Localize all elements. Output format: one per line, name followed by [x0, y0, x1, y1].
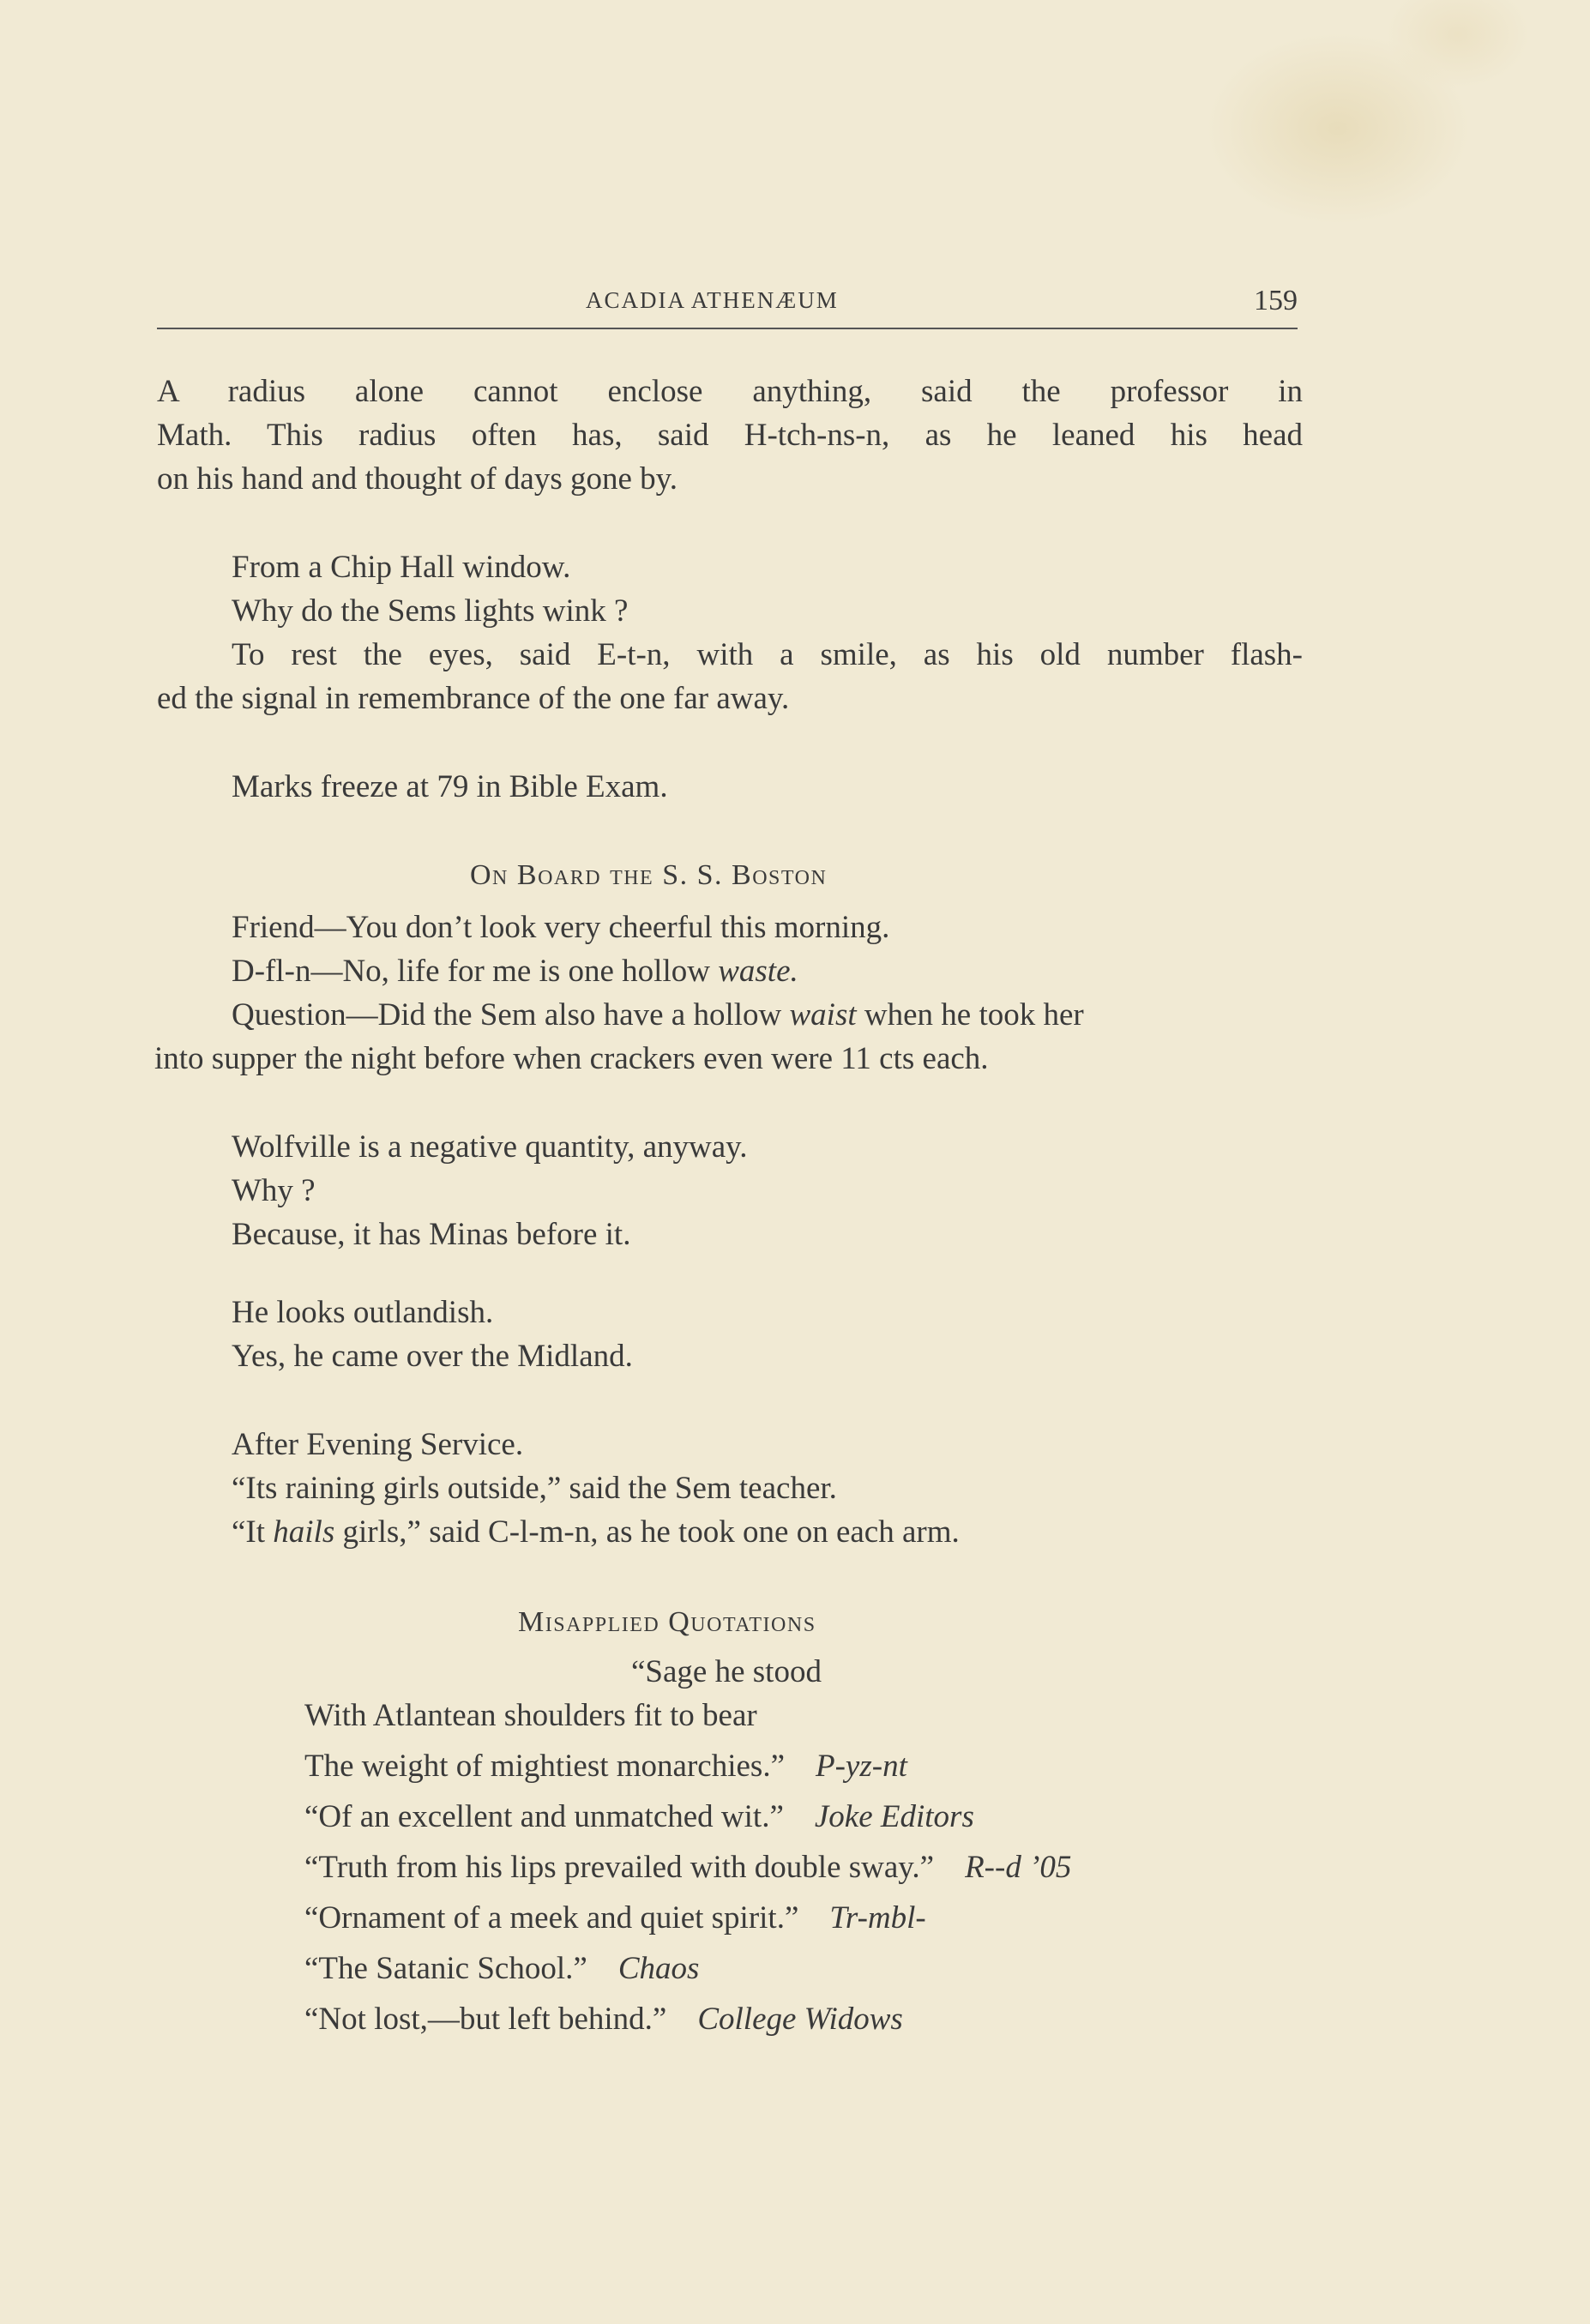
- radius-line-3: on his hand and thought of days gone by.: [157, 461, 678, 497]
- wolfville-line-3: Because, it has Minas before it.: [232, 1217, 631, 1252]
- boston-line-4: into supper the night before when crackers even were 11 cts each.: [154, 1041, 989, 1076]
- boston-line-2: [232, 949, 798, 993]
- boston-line-1: Friend—You don’t look very cheerful this morning.: [232, 910, 890, 945]
- quotation-line-2: With Atlantean shoulders fit to bear: [304, 1698, 757, 1733]
- running-title: ACADIA ATHENÆUM: [586, 287, 839, 313]
- boston-line-3-italic: waist: [789, 997, 857, 1033]
- page-number: 159: [1254, 285, 1298, 316]
- quotation-7-text: “The Satanic School.”: [304, 1951, 587, 1986]
- quotation-5-attribution: R--d ’05: [965, 1850, 1072, 1885]
- boston-line-3-text: Question—Did the Sem also have a hollow: [232, 997, 790, 1033]
- radius-line-1: A radius alone cannot enclose anything, said the professor in: [157, 374, 1303, 409]
- quotation-8-attribution: College Widows: [697, 2002, 903, 2037]
- quotation-line-1: “Sage he stood: [631, 1654, 822, 1689]
- boston-line-2-text: D-fl-n—No, life for me is one hollow: [232, 954, 719, 989]
- quotation-line-3: [304, 1744, 907, 1788]
- quotation-7-attribution: Chaos: [617, 1951, 700, 1986]
- evening-line-2: “Its raining girls outside,” said the Sem teacher.: [232, 1471, 837, 1506]
- outlandish-line-1: He looks outlandish.: [232, 1295, 494, 1330]
- evening-line-3-italic: hails: [273, 1514, 335, 1550]
- chip-hall-line-2: Why do the Sems lights wink ?: [232, 593, 629, 629]
- quotation-line-6: [304, 1896, 926, 1940]
- radius-line-2: Math. This radius often has, said H-tch-ns-n, as he leaned his head: [157, 418, 1303, 453]
- outlandish-line-2: Yes, he came over the Midland.: [232, 1339, 633, 1374]
- quotation-line-5: [304, 1845, 1071, 1889]
- wolfville-line-1: Wolfville is a negative quantity, anyway.: [232, 1129, 748, 1165]
- page-header: [157, 283, 1298, 329]
- evening-line-1: After Evening Service.: [232, 1427, 524, 1462]
- evening-line-3-text-end: girls,” said C-l-m-n, as he took one on each arm.: [334, 1514, 960, 1550]
- wolfville-line-2: Why ?: [232, 1173, 316, 1208]
- quotation-4-attribution: Joke Editors: [814, 1799, 974, 1834]
- quotation-line-8: [304, 1997, 903, 2041]
- quotation-line-4: [304, 1795, 974, 1839]
- boston-line-2-italic: waste.: [718, 954, 798, 989]
- quotation-8-text: “Not lost,—but left behind.”: [304, 2002, 667, 2037]
- quotation-5-text: “Truth from his lips prevailed with double sway.”: [304, 1850, 935, 1885]
- quotation-6-text: “Ornament of a meek and quiet spirit.”: [304, 1900, 799, 1936]
- quotation-3-attribution: P-yz-nt: [816, 1749, 907, 1784]
- evening-line-3: [232, 1510, 960, 1554]
- quotation-3-text: The weight of mightiest monarchies.”: [304, 1749, 785, 1784]
- quotations-heading: Misapplied Quotations: [518, 1606, 816, 1638]
- chip-hall-line-4: ed the signal in remembrance of the one far away.: [157, 681, 790, 716]
- evening-line-3-text: “It: [232, 1514, 274, 1550]
- boston-line-3: [232, 993, 1084, 1037]
- boston-line-3-text-end: when he took her: [856, 997, 1084, 1033]
- quotation-line-7: [304, 1947, 699, 1990]
- chip-hall-line-1: From a Chip Hall window.: [232, 550, 571, 585]
- boston-heading: On Board the S. S. Boston: [470, 859, 828, 891]
- quotation-6-attribution: Tr-mbl-: [829, 1900, 926, 1936]
- marks-line: Marks freeze at 79 in Bible Exam.: [232, 769, 668, 804]
- chip-hall-line-3: To rest the eyes, said E-t-n, with a smile, as his old number flash-: [232, 637, 1303, 672]
- quotation-4-text: “Of an excellent and unmatched wit.”: [304, 1799, 784, 1834]
